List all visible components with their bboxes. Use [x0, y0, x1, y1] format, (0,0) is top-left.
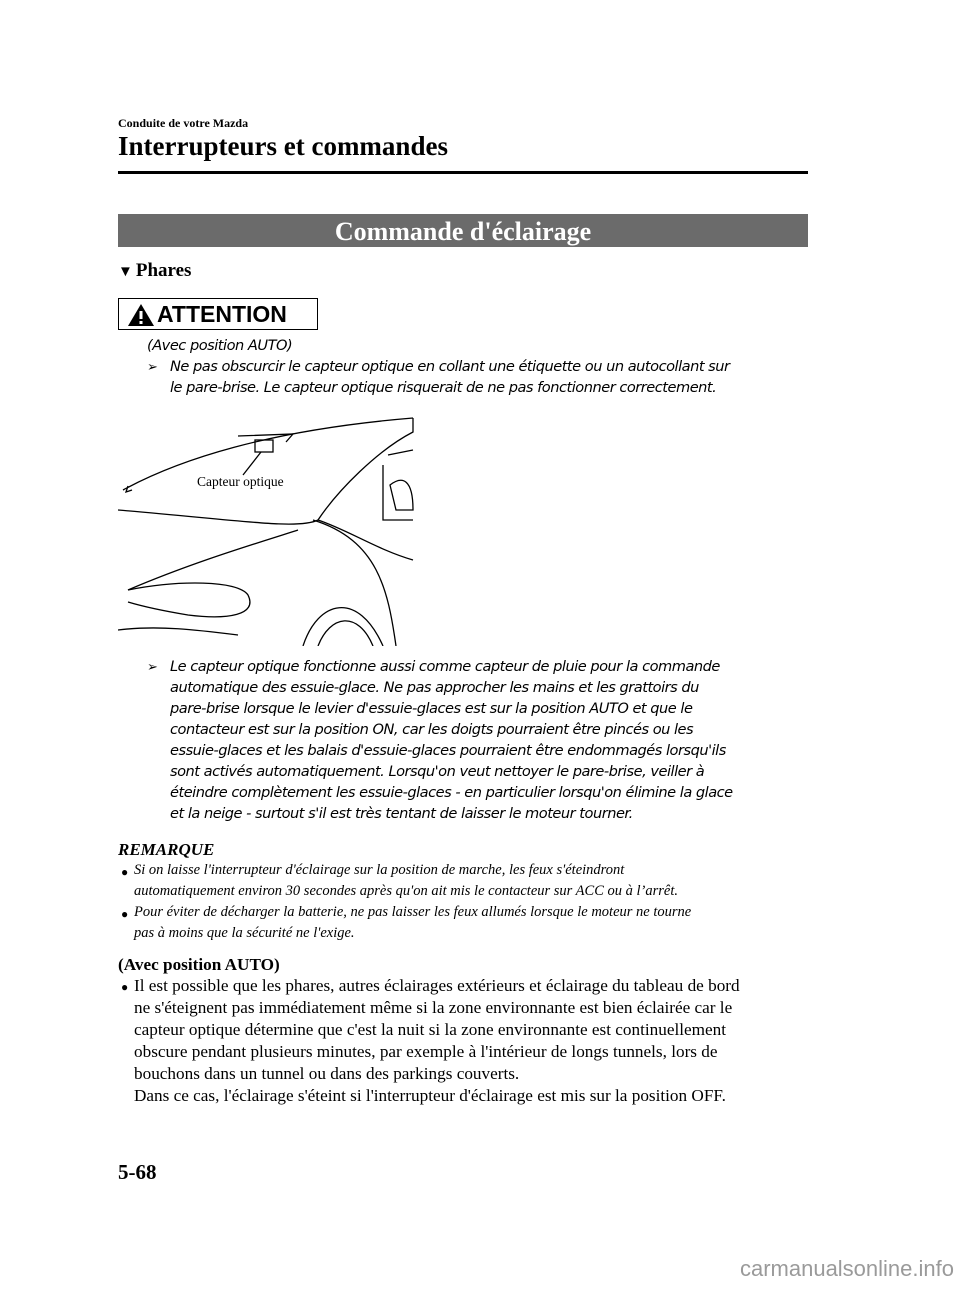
- auto-line: capteur optique détermine que c'est la nuit si la zone environnante est continuellement: [134, 1020, 727, 1039]
- subheading: [118, 260, 191, 282]
- attention-item-line: pare-brise lorsque le levier d'essuie-glaces est sur la position AUTO et que le: [170, 700, 693, 717]
- attention-item-line: le pare-brise. Le capteur optique risquerait de ne pas fonctionner correctement.: [170, 379, 717, 396]
- attention-condition: (Avec position AUTO): [147, 337, 293, 354]
- attention-item-line: automatique des essuie-glace. Ne pas approcher les mains et les grattoirs du: [170, 679, 699, 696]
- auto-line: Dans ce cas, l'éclairage s'éteint si l'interrupteur d'éclairage est mis sur la position OFF.: [134, 1086, 726, 1105]
- remarque-line: automatiquement environ 30 secondes après qu'on ait mis le contacteur sur ACC ou à l’arrêt.: [134, 883, 678, 899]
- remarque-title: REMARQUE: [118, 840, 215, 859]
- bullet-icon: ●: [121, 980, 129, 994]
- remarque-line: Si on laisse l'interrupteur d'éclairage sur la position de marche, les feux s'éteindront: [134, 862, 625, 878]
- auto-line: Il est possible que les phares, autres éclairages extérieurs et éclairage du tableau de bord: [134, 976, 740, 995]
- attention-item-line: Ne pas obscurcir le capteur optique en collant une étiquette ou un autocollant sur: [170, 358, 730, 375]
- attention-item-line: Le capteur optique fonctionne aussi comme capteur de pluie pour la commande: [170, 658, 720, 675]
- auto-title: (Avec position AUTO): [118, 955, 280, 974]
- attention-box: [118, 298, 318, 330]
- chapter-title: Interrupteurs et commandes: [118, 131, 448, 161]
- remarque-line: Pour éviter de décharger la batterie, ne pas laisser les feux allumés lorsque le moteur ne tourne: [134, 904, 692, 920]
- attention-item-line: sont activés automatiquement. Lorsqu'on veut nettoyer le pare-brise, veiller à: [170, 763, 705, 780]
- remarque-line: pas à moins que la sécurité ne l'exige.: [134, 925, 355, 941]
- header-rule: [118, 171, 808, 174]
- subheading-text: Phares: [135, 260, 192, 281]
- windshield-sensor-illustration: [118, 410, 418, 646]
- page-number: 5-68: [118, 1160, 157, 1184]
- arrow-bullet-icon: ➢: [147, 660, 158, 675]
- section-header: Conduite de votre Mazda: [118, 116, 249, 130]
- auto-line: bouchons dans un tunnel ou dans des parkings couverts.: [134, 1064, 520, 1083]
- attention-label: ATTENTION: [157, 301, 287, 327]
- watermark: carmanualsonline.info: [739, 1256, 954, 1281]
- attention-item-line: contacteur est sur la position ON, car les doigts pourraient être pincés ou les: [170, 721, 694, 738]
- auto-line: ne s'éteignent pas immédiatement même si la zone environnante est bien éclairée car le: [134, 998, 733, 1017]
- attention-item-line: essuie-glaces et les balais d'essuie-glaces pourraient être endommagés lorsqu'ils: [170, 742, 726, 759]
- triangle-down-icon: ▼: [118, 264, 133, 280]
- auto-line: obscure pendant plusieurs minutes, par exemple à l'intérieur de longs tunnels, lors de: [134, 1042, 718, 1061]
- bullet-icon: ●: [121, 865, 129, 879]
- warning-icon: [127, 303, 155, 327]
- section-title: Commande d'éclairage: [118, 214, 808, 247]
- arrow-bullet-icon: ➢: [147, 360, 158, 375]
- attention-item-line: éteindre complètement les essuie-glaces - en particulier lorsqu'on élimine la glace: [170, 784, 733, 801]
- figure-label: Capteur optique: [197, 474, 284, 489]
- bullet-icon: ●: [121, 907, 129, 921]
- attention-item-line: et la neige - surtout s'il est très tentant de laisser le moteur tourner.: [170, 805, 633, 822]
